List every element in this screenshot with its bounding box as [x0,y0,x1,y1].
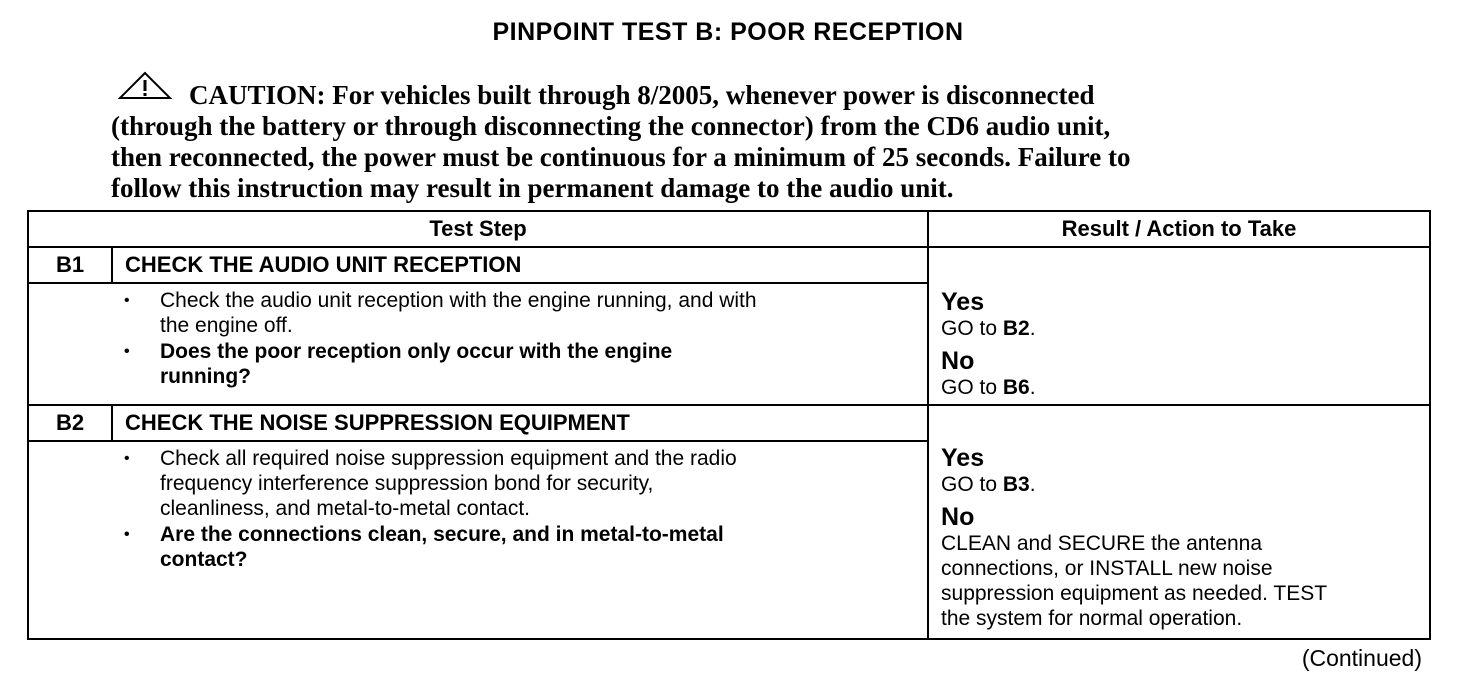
list-item: • Does the poor reception only occur with the engine running? [124,340,673,388]
step-instructions [112,283,928,405]
result-cell [928,405,1430,639]
no-action-line: the system for normal operation. [941,607,1243,630]
list-item: • Check the audio unit reception with the engine running, and with the engine off. [124,289,757,337]
yes-action: GO to B3. [941,473,1036,496]
list-item: • Check all required noise suppression equipment and the radio frequency interference suppression bond for security, cleanliness, and metal-to-metal contact. [124,447,737,520]
no-action-line: suppression equipment as needed. TEST [941,582,1328,605]
table-row [28,405,1430,441]
no-action-line: CLEAN and SECURE the antenna [941,532,1263,555]
step-id: B2 [28,405,112,441]
table-header-row [28,211,1430,247]
list-item: • Are the connections clean, secure, and in metal-to-metal contact? [124,523,724,571]
caution-line: CAUTION: For vehicles built through 8/2005, whenever power is disconnected [189,80,1095,110]
caution-note [111,80,1331,204]
table-row [28,247,1430,283]
yes-label: Yes [941,288,985,316]
caution-line: (through the battery or through disconnecting the connector) from the CD6 audio unit, [111,111,1111,141]
step-id: B1 [28,247,112,283]
step-heading: CHECK THE AUDIO UNIT RECEPTION [112,247,928,283]
page-title: PINPOINT TEST B: POOR RECEPTION [492,18,964,46]
no-action: GO to B6. [941,376,1036,399]
yes-label: Yes [941,444,985,472]
pinpoint-test-table [27,210,1431,640]
step-heading: CHECK THE NOISE SUPPRESSION EQUIPMENT [112,405,928,441]
continued-note: (Continued) [1301,645,1422,671]
header-result-action: Result / Action to Take [928,211,1430,247]
result-cell [928,247,1430,405]
no-action-line: connections, or INSTALL new noise [941,557,1273,580]
header-test-step: Test Step [28,211,928,247]
caution-line: follow this instruction may result in permanent damage to the audio unit. [111,173,954,203]
no-label: No [941,503,975,531]
caution-line: then reconnected, the power must be continuous for a minimum of 25 seconds. Failure to [111,142,1131,172]
yes-action: GO to B2. [941,317,1036,340]
no-label: No [941,347,975,375]
step-instructions [112,441,928,639]
